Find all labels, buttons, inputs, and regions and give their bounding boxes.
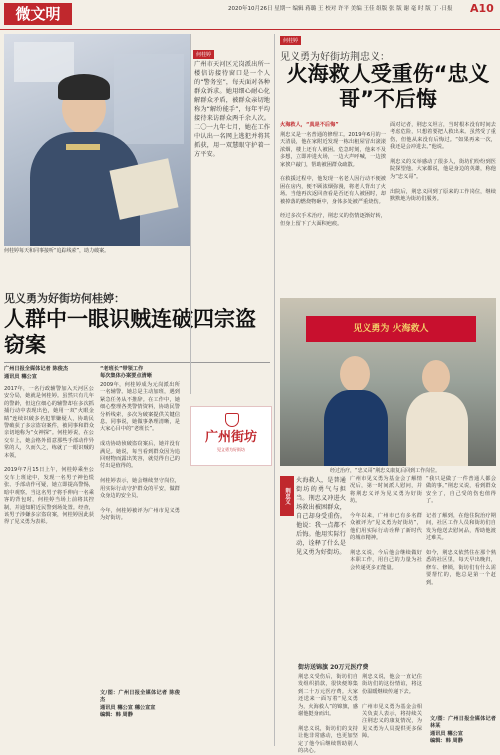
right-kicker: 见义勇为好街坊荆忠义： — [280, 52, 390, 63]
right-column-2: 面对记者，荆忠义坦言，当时根本没有时间去考虑危险，只想着要把人救出来。虽然受了重伤，但他从来没有后悔过。“如果再来一次，我还是会冲进去。”他说。 荆忠义的义举感动了很多人，街坊们纷纷到医院探望他。大家都说，他是身边的英雄，称他为“忠义哥”。 出院后，荆忠义回到了原来的工作岗位，继续默默地为街坊们服务。 — [390, 122, 496, 203]
person-tag: 何桂婷 — [193, 50, 214, 59]
banner: 见义勇为 火海救人 — [306, 316, 476, 342]
byline-2: 通讯员 穗公宣 — [4, 374, 37, 380]
right-sidebar-text: 火海救人，是普通街坊的勇气与担当。荆忠义冲进火场救出被困群众，自己却身受重伤。他说：我一点都不后悔。他用实际行动，诠释了什么是见义勇为好街坊。 — [296, 477, 346, 556]
left-kicker: 见义勇为好街坊何桂婷： — [4, 292, 125, 305]
right-column-6: 荆忠义说，他会一直记住街坊们的这份情谊，将这份温暖继续传递下去。 广州市见义勇为基金会相关负责人表示，将持续关注荆忠义的康复情况，为见义勇为人员提供更多保障。 — [362, 674, 422, 740]
logo-word: 广州街坊 — [204, 430, 257, 445]
left-column-2: 2009年，何桂婷成为元岗派出所一名辅警。她总是主动加班，遇到紧急任务从不推辞。在工作中，她细心整理各类警情资料，协助民警分析线索，多次为破案提供关键信息。同事说，她做事条理清晰，是大家心目中的“老班长”。 成功协助侦破盗窃案后，她并没有满足。她说，每当看到群众因为追回财物而露出笑容，就觉得自己的付出是值得的。 何桂婷表示，她会继续坚守岗位，用实际行动守护群众的平安，做群众身边的安全员。 今年，何桂婷被评为广州市见义勇为好街坊。 — [100, 382, 180, 522]
dateline: 2020年10月26日 星期一 编辑 蒋璐 王 校对 许平 美编 王佳 组版 张 版 谢 毫 时 版 丁 ·日报 — [228, 6, 453, 12]
right-headline: 火海救人受重伤“忠义哥”不后悔 — [286, 62, 490, 111]
photo-jing-zhongyi — [280, 298, 496, 466]
right-column-1: 荆忠义是一名普通的修理工。2019年6月的一天清晨，他在家附近发现一栋出租屋冒出滚滚浓烟，楼上还有人被困。危急时刻，他来不及多想，立即冲进火场，一边大声呼喊，一边挨家挨户敲门，帮助被困群众疏散。 在救援过程中，他发现一名老人因行动不便被困在房内，便不顾浓烟弥漫，将老人背出了火场。当他再次返回查看是否还有人被困时，却被掉落的燃烧物砸中，身体多处被严重烧伤。 经过多次手术治疗，荆忠义的伤情逐渐好转，但身上留下了大面积疤痕。 — [280, 132, 386, 227]
photo-caption: 经过治疗，“忠义哥”荆忠义康复后回到工作岗位。 — [330, 468, 441, 474]
right-subhead: 街坊送锦旗 20万元医疗费 — [298, 664, 369, 671]
left-credit: 文/图：广州日报全媒体记者 陈俊杰 通讯员 穗公宣 穗公宣宣 — [100, 690, 180, 711]
sidebar-text: 广州市天河区元岗派出所一楼信访接待窗口是一个人的“警务室”，每天面对各种群众诉求。她用细心耐心化解群众矛盾，被群众亲切地称为“解纷能手”，每年平均接待来访群众两千余人次。二〇一九年七月，她在工作中认出一名网上逃犯并将其抓获，用一双慧眼守护着一方平安。 — [194, 61, 270, 158]
byline-1: 广州日报全媒体记者 陈俊杰 — [4, 366, 69, 372]
shield-icon — [225, 413, 239, 427]
right-column-3: 广州市见义勇为基金会了解情况后，第一时间派人慰问，并将荆忠义评为见义勇为好街坊。 今年以来，广州市已有多名群众被评为“见义勇为好街坊”，他们用实际行动诠释了新时代的城市精神。 荆忠义说，今后他会继续做好本职工作，用自己的力量为社会传递更多正能量。 — [350, 476, 422, 571]
section-title: 微文明 — [4, 3, 72, 25]
guangzhou-jiefang-logo — [190, 406, 272, 466]
column-rule — [274, 34, 275, 746]
page-number: A10 — [470, 2, 494, 15]
right-column-4: “我只是做了一件普通人都会做的事。”荆忠义说，看到群众安全了，自己受的伤也值得了。 记者了解到，在他住院治疗期间，社区工作人员和街坊们自发为他送去慰问品，帮助他渡过难关。 如今，荆忠义依然住在那个熟悉的社区里，每天早出晚归，修车、修锁，街坊们有什么需要帮忙的，他总是第一个赶到。 — [426, 476, 496, 586]
photo-caption: 何桂婷每天和同事接听“追踪线索”，助力破案。 — [4, 248, 110, 254]
left-column-1: 2017年，一名行政辅警加入天河区公安分局，她就是何桂婷。虽然只有几年的警龄，但这位细心的辅警却在多次抓捕行动中表现出色，她用一双“火眼金睛”连续识破多名犯罪嫌疑人，协助民警破获了多宗盗窃案件，被同事和群众亲切地称为“女神探”。何桂婷说，在公交车上，她会格外留意那些手部动作异常的人，久而久之，练就了一眼识贼的本领。 2019年7月15日上午，何桂婷乘坐公交车上班途中，发现一名男子神色慌张、手部动作可疑，她立即提高警惕，暗中观察。当这名男子将手伸向一名乘客的背包时，何桂婷当场上前将其控制，并通知附近民警到场处置。经查，该男子涉嫌多宗盗窃案，何桂婷因此获得了见义勇为表彰。 — [4, 386, 94, 526]
right-lead: 火海救人，“真是不后悔” — [280, 122, 339, 128]
left-headline: 人群中一眼识贼连破四宗盗窃案 — [4, 307, 256, 357]
right-column-5: 荆忠义受伤后，街坊们自发组织捐款，很快便筹集到二十万元医疗费。大家还送来一面写着“见义勇为，火海救人”的锦旗，感谢他挺身而出。 荆忠义说，街坊们的支持让他非常感动，也更加坚定了他今后继续帮助别人的决心。 — [298, 674, 358, 755]
page-header — [0, 0, 500, 30]
right-credit: 文/图：广州日报全媒体记者 林某 通讯员 穗公宣 编辑：韩 周静 — [430, 716, 496, 745]
vertical-tag: 荆忠义 — [280, 476, 294, 516]
left-subhead: “老班长”带领工作 每次集体办案要点清晰 — [100, 366, 152, 380]
column-rule — [190, 34, 191, 394]
logo-sub: 见义勇为好街坊 — [217, 447, 245, 452]
photo-he-guiting — [4, 34, 190, 246]
divider — [4, 362, 270, 363]
person-tag: 何桂婷 — [280, 36, 301, 45]
left-editor: 编辑：韩 周静 — [100, 712, 133, 718]
